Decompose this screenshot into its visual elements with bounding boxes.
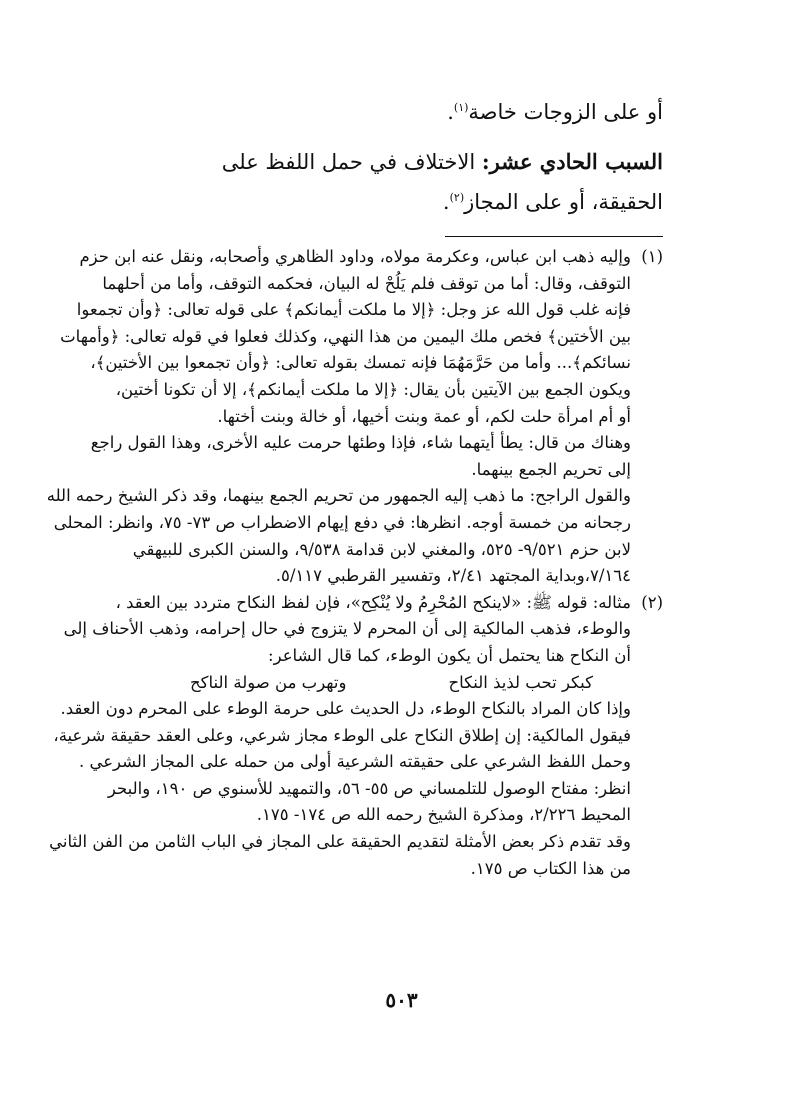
page-number: ٥٠٣ [385, 988, 418, 1012]
footnote-ref-2[interactable]: (٢) [449, 191, 465, 204]
footnote-line: (١)وإليه ذهب ابن عباس، وعكرمة مولاه، وداود الظاهري وأصحابه، ونقل عنه ابن حزم [160, 244, 663, 271]
verse-first-hemistich: كبكر تحب لذيذ النكاح [448, 672, 593, 692]
footnote-line: (٢)مثاله: قوله ﷺ: «لاينكح المُحْرِمُ ولا يُنْكِح»، فإن لفظ النكاح متردد بين العقد ، [160, 590, 663, 617]
footnote-line: من هذا الكتاب ص ١٧٥. [470, 858, 631, 878]
footnote-line: بين الأختين﴾ فخص ملك اليمين من هذا النهي، وكذلك فعلوا في قوله تعالى: ﴿وأمهات [60, 326, 631, 346]
footnote-line: وقد تقدم ذكر بعض الأمثلة لتقديم الحقيقة على المجاز في الباب الثامن من الفن الثاني [49, 832, 631, 852]
footnote-2 [49, 590, 663, 883]
footnote-line: فإنه غلب قول الله عز وجل: ﴿إلا ما ملكت أيمانكم﴾ على قوله تعالى: ﴿وأن تجمعوا [76, 300, 631, 320]
footnote-line: ٧/١٦٤،وبداية المجتهد ٢/٤١، وتفسير القرطبي ٥/١١٧. [275, 566, 631, 586]
footnote-line: والوطء، فذهب المالكية إلى أن المحرم لا يتزوج في حال إحرامه، وذهب الأحناف إلى [63, 619, 631, 639]
footnote-ref-1[interactable]: (١) [453, 101, 469, 114]
section-heading: السبب الحادي عشر: الاختلاف في حمل اللفظ على الحقيقة، أو على المجاز$^{(٢)}$. [221, 149, 663, 214]
footnote-line: وحمل اللفظ الشرعي على حقيقته الشرعية أولى من حمله على المجاز الشرعي . [78, 752, 631, 772]
footnote-line: ويكون الجمع بين الآيتين بأن يقال: ﴿إلا ما ملكت أيمانكم﴾، إلا أن تكونا أختين، [115, 379, 631, 399]
heading-label: السبب الحادي عشر: [481, 149, 663, 174]
footnote-line: أو أم امرأة حلت لكم، أو عمة وبنت أخيها، أو خالة وبنت أختها. [217, 406, 631, 426]
footnote-number: (٢) [641, 592, 663, 612]
footnote-line: انظر: مفتاح الوصول للتلمساني ص ٥٥- ٥٦، والتمهيد للأسنوي ص ١٩٠، والبحر [107, 778, 631, 798]
footnote-separator [445, 236, 663, 237]
footnote-line: نسائكم﴾... وأما من حَرَّمَهُمَا فإنه تمسك بقوله تعالى: ﴿وأن تجمعوا بين الأختين﴾، [90, 353, 631, 373]
main-text [160, 92, 663, 222]
footnote-line: وإذا كان المراد بالنكاح الوطء، دل الحديث على حرمة الوطء على المحرم دون العقد. [60, 699, 631, 719]
footnotes [46, 244, 663, 882]
footnote-1 [46, 244, 663, 590]
poem-verse [160, 670, 663, 697]
footnote-line: والقول الراجح: ما ذهب إليه الجمهور من تحريم الجمع بينهما، وقد ذكر الشيخ رحمه الله [46, 486, 631, 506]
footnote-line: المحيط ٢/٢٢٦، ومذكرة الشيخ رحمه الله ص ١٧٤- ١٧٥. [256, 805, 631, 825]
footnote-line: لابن حزم ٩/٥٢١- ٥٢٥، والمغني لابن قدامة ٩/٥٣٨، والسنن الكبرى للبيهقي [132, 539, 631, 559]
verse-second-hemistich: وتهرب من صولة الناكح [190, 672, 347, 692]
heading-text: الاختلاف في حمل اللفظ على الحقيقة، أو على المجاز [221, 150, 663, 214]
footnote-line: فيقول المالكية: إن إطلاق النكاح على الوطء مجاز شرعي، وعلى العقد حقيقة شرعية، [53, 725, 631, 745]
body-line-1: أو على الزوجات خاصة$^{(١)}$. [447, 100, 663, 124]
footnote-line: التوقف، وقال: أما من توقف فلم يَلُحْ له البيان، فحكمه التوقف، وأما من أحلهما [102, 273, 631, 293]
footnote-line: رجحانه من خمسة أوجه. انظرها: في دفع إيهام الاضطراب ص ٧٣- ٧٥، وانظر: المحلى [53, 512, 631, 532]
footnote-line: إلى تحريم الجمع بينهما. [471, 459, 631, 479]
footnote-number: (١) [641, 247, 663, 266]
footnote-line: أن النكاح هنا يحتمل أن يكون الوطء، كما قال الشاعر: [268, 645, 631, 665]
footnote-line: وهناك من قال: يطأ أيتهما شاء، فإذا وطئها حرمت عليه الأخرى، وهذا القول راجع [90, 433, 631, 453]
